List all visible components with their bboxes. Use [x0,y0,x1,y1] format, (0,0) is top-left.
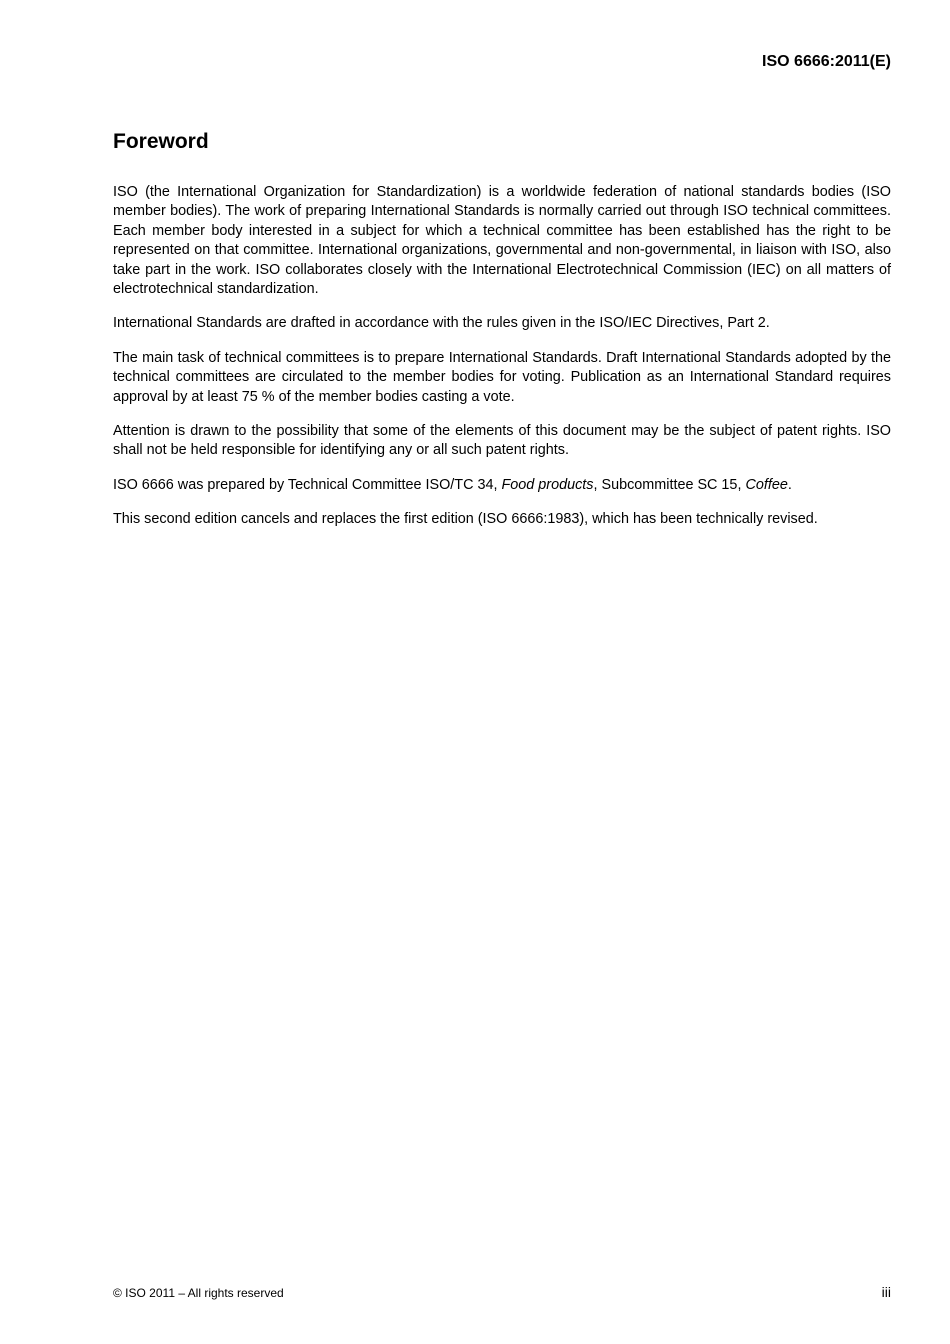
prepared-by-text: ISO 6666 was prepared by Technical Committee ISO/TC 34, [113,476,502,493]
paragraph-patent-notice: Attention is drawn to the possibility that some of the elements of this document may be the subject of patent rights. ISO shall not be held responsible for identifying any or all such patent rights. [113,423,891,459]
paragraph-directives: International Standards are drafted in accordance with the rules given in the ISO/IEC Directives, Part 2. [113,315,770,332]
copyright-notice: © ISO 2011 – All rights reserved [113,1286,284,1300]
document-reference: ISO 6666:2011(E) [762,53,891,70]
paragraph-committee-task: The main task of technical committees is to prepare International Standards. Draft International Standards adopted by the technical committees are circulated to the member bodies for voting. Publication as an International Standard requires approval by at least 75 % of the member bodies casting a vote. [113,349,891,405]
subcommittee-text: , Subcommittee SC 15, [593,476,746,493]
foreword-body [113,183,891,545]
committee-name: Food products [501,476,594,493]
subcommittee-name: Coffee [745,476,788,493]
sentence-end: . [787,476,792,493]
paragraph-edition-note: This second edition cancels and replaces the first edition (ISO 6666:1983), which has been technically revised. [113,511,818,528]
page-number: iii [881,1284,891,1300]
page-title: Foreword [113,130,209,153]
paragraph-prepared-by [113,476,891,495]
paragraph-iso-overview: ISO (the International Organization for Standardization) is a worldwide federation of national standards bodies (ISO member bodies). The work of preparing International Standards is normally carried out through ISO technical committees. Each member body interested in a subject for which a technical committee has been established has the right to be represented on that committee. International organizations, governmental and non-governmental, in liaison with ISO, also take part in the work. ISO collaborates closely with the International Electrotechnical Commission (IEC) on all matters of electrotechnical standardization. [113,184,891,298]
